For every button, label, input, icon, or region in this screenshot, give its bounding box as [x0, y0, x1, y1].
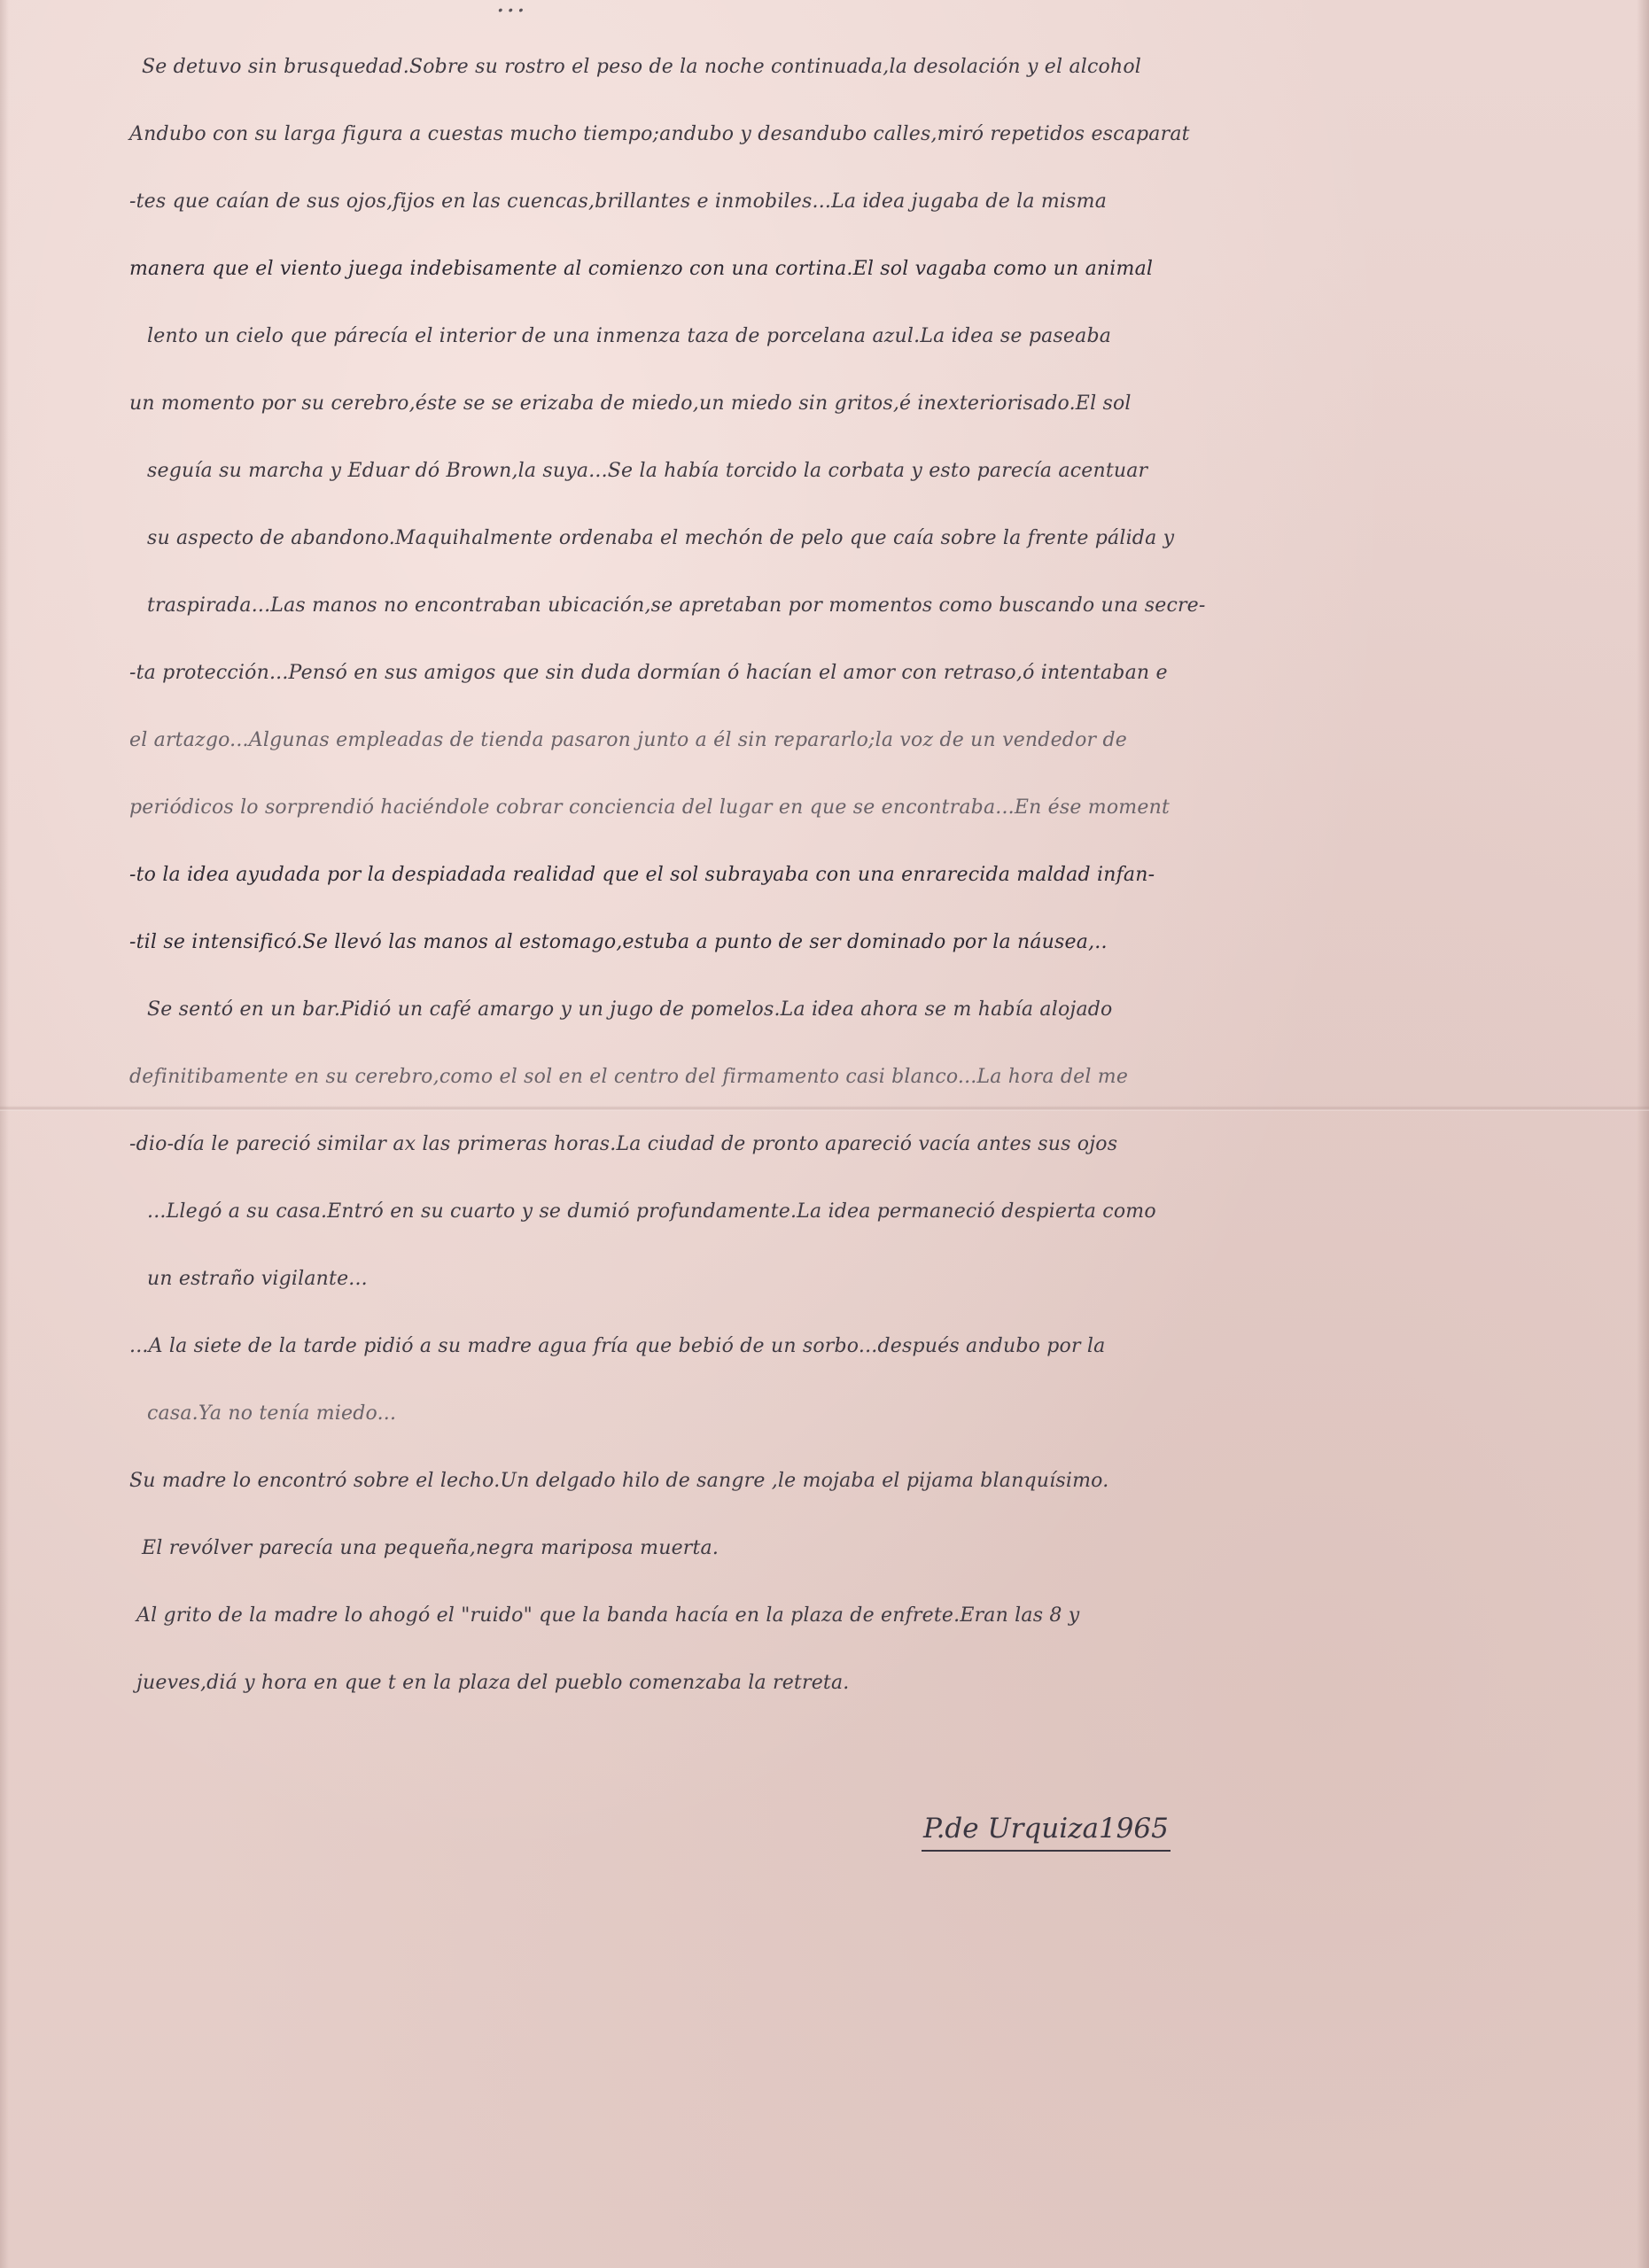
- text-line: periódicos lo sorprendió haciéndole cobrar conciencia del lugar en que se encontraba...En ése moment: [129, 796, 1171, 819]
- text-line: manera que el viento juega indebisamente al comienzo con una cortina.El sol vagaba como un animal: [129, 258, 1154, 280]
- text-line: -to la idea ayudada por la despiadada realidad que el sol subrayaba con una enrarecida maldad infan-: [129, 864, 1155, 886]
- text-line: -ta protección...Pensó en sus amigos que sin duda dormían ó hacían el amor con retraso,ó intentaban e: [129, 662, 1168, 684]
- text-line: Su madre lo encontró sobre el lecho.Un delgado hilo de sangre ,le mojaba el pijama blanquísimo.: [129, 1470, 1109, 1492]
- text-line: -til se intensificó.Se llevó las manos al estomago,estuba a punto de ser dominado por la náusea,..: [129, 931, 1108, 953]
- text-line: casa.Ya no tenía miedo...: [147, 1402, 397, 1425]
- text-line: traspirada...Las manos no encontraban ubicación,se apretaban por momentos como buscando una secre-: [147, 594, 1206, 617]
- text-line: un estraño vigilante...: [147, 1268, 368, 1290]
- text-line: un momento por su cerebro,éste se se erizaba de miedo,un miedo sin gritos,é inexteriorisado.El sol: [129, 392, 1132, 415]
- text-line: su aspecto de abandono.Maquihalmente ordenaba el mechón de pelo que caía sobre la frente pálida y: [147, 527, 1175, 549]
- text-line: seguía su marcha y Eduar dó Brown,la suya...Se la había torcido la corbata y esto parecía acentuar: [147, 460, 1148, 482]
- signature: P.de Urquiza1965: [922, 1809, 1171, 1852]
- text-line: ...Llegó a su casa.Entró en su cuarto y se dumió profundamente.La idea permaneció despierta como: [147, 1200, 1156, 1223]
- text-line: -dio-día le pareció similar ax las primeras horas.La ciudad de pronto apareció vacía antes sus ojos: [129, 1133, 1118, 1155]
- text-line: Se sentó en un bar.Pidió un café amargo y un jugo de pomelos.La idea ahora se m había alojado: [147, 998, 1113, 1021]
- text-line: el artazgo...Algunas empleadas de tienda pasaron junto a él sin repararlo;la voz de un vendedor de: [129, 729, 1127, 751]
- text-line: -tes que caían de sus ojos,fijos en las cuencas,brillantes e inmobiles...La idea jugaba de la misma: [129, 190, 1108, 213]
- text-line: Andubo con su larga figura a cuestas mucho tiempo;andubo y desandubo calles,miró repetidos escaparat: [129, 123, 1190, 145]
- text-line: definitibamente en su cerebro,como el sol en el centro del firmamento casi blanco...La hora del me: [129, 1066, 1129, 1088]
- text-line: Se detuvo sin brusquedad.Sobre su rostro el peso de la noche continuada,la desolación y el alcohol: [142, 56, 1142, 78]
- text-line: lento un cielo que párecía el interior de una inmenza taza de porcelana azul.La idea se paseaba: [147, 325, 1112, 347]
- text-line: ...A la siete de la tarde pidió a su madre agua fría que bebió de un sorbo...después andubo por la: [129, 1335, 1106, 1357]
- text-line: Al grito de la madre lo ahogó el "ruido" que la banda hacía en la plaza de enfrete.Eran las 8 y: [136, 1604, 1080, 1627]
- cut-off-heading: ...: [496, 0, 527, 19]
- text-line: jueves,diá y hora en que t en la plaza del pueblo comenzaba la retreta.: [136, 1672, 850, 1694]
- text-line: El revólver parecía una pequeña,negra mariposa muerta.: [142, 1537, 719, 1559]
- story-text: [0, 34, 1649, 1717]
